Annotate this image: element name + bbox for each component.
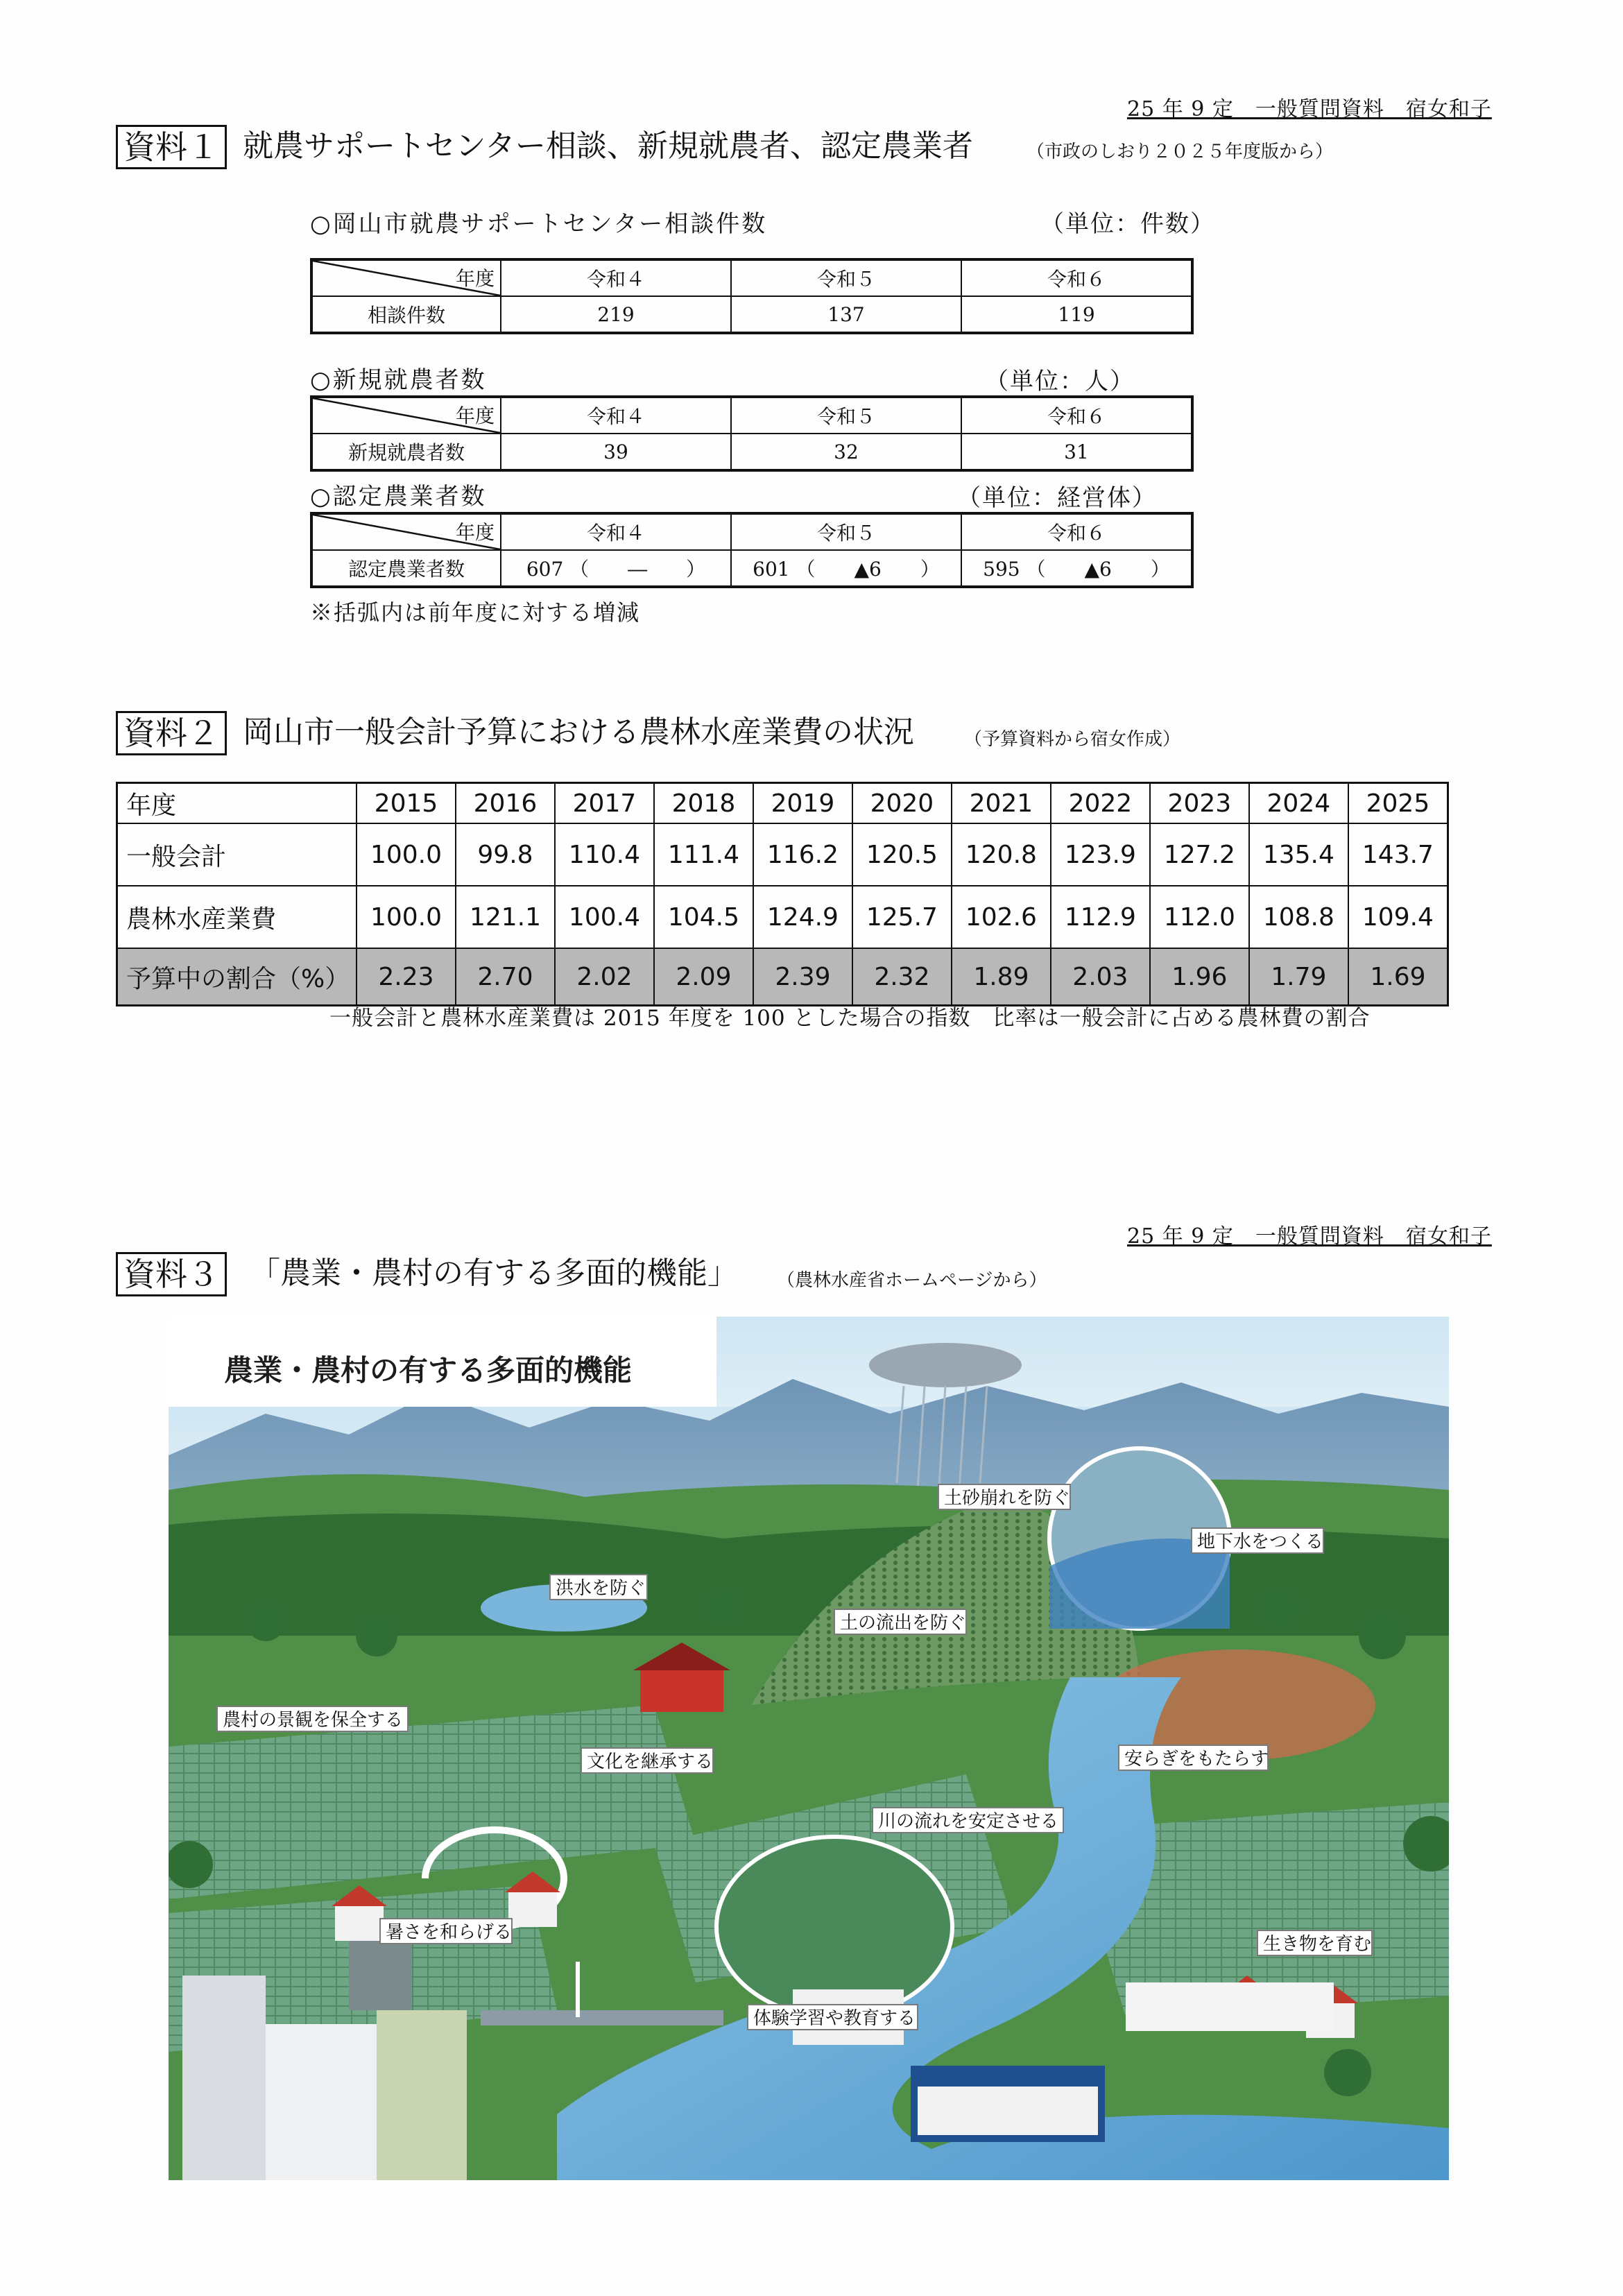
section2-note: 一般会計と農林水産業費は 2015 年度を 100 とした場合の指数 比率は一般会計に占める農林費の割合 [329, 1006, 1371, 1031]
table-cell: 99.8 [456, 823, 555, 886]
year-header: 2025 [1348, 783, 1448, 824]
corner-cell: 年度 [311, 513, 501, 550]
table-cell: 32 [731, 434, 961, 470]
callout-label: 土砂崩れを防ぐ [944, 1488, 1071, 1509]
callout-label: 生き物を育む [1263, 1934, 1372, 1955]
callout-label: 川の流れを安定させる [878, 1811, 1059, 1832]
table-cell: 100.0 [357, 886, 456, 948]
table-cell: 2.02 [555, 948, 654, 1006]
col-header: 令和５ [731, 513, 961, 550]
col-header: 令和５ [731, 397, 961, 434]
table-cell: 219 [501, 296, 731, 333]
row-label: 一般会計 [117, 823, 357, 886]
table-cell: 2.09 [654, 948, 753, 1006]
section3-source: （農林水産省ホームページから） [777, 1270, 1047, 1291]
year-header: 2017 [555, 783, 654, 824]
table-cell: 121.1 [456, 886, 555, 948]
col-header: 令和４ [501, 513, 731, 550]
certified-heading: ○認定農業者数 [310, 483, 487, 511]
table-cell: 102.6 [952, 886, 1051, 948]
table-cell: 1.89 [952, 948, 1051, 1006]
budget-table [116, 782, 1449, 1006]
year-header: 2020 [852, 783, 952, 824]
year-header: 2024 [1249, 783, 1348, 824]
callout-label: 安らぎをもたらす [1124, 1749, 1269, 1770]
table-cell: 108.8 [1249, 886, 1348, 948]
row-label: 新規就農者数 [311, 434, 501, 470]
table-cell: 111.4 [654, 823, 753, 886]
table-cell: 143.7 [1348, 823, 1448, 886]
table-cell: 137 [731, 296, 961, 333]
col-header: 令和４ [501, 397, 731, 434]
header-label: 年度 [117, 783, 357, 824]
table-cell: 1.96 [1150, 948, 1249, 1006]
year-header: 2019 [753, 783, 852, 824]
table-cell: 123.9 [1051, 823, 1150, 886]
table-cell: 119 [961, 296, 1192, 333]
illustration-svg [169, 1317, 1449, 2180]
certified-unit: （単位：経営体） [957, 484, 1157, 512]
row-label: 農林水産業費 [117, 886, 357, 948]
table-cell: 601 （ ▲6 ） [731, 550, 961, 587]
table-cell: 112.0 [1150, 886, 1249, 948]
table-cell: 100.0 [357, 823, 456, 886]
new-farmers-heading: ○新規就農者数 [310, 366, 487, 394]
callout-label: 文化を継承する [587, 1751, 714, 1772]
year-header: 2016 [456, 783, 555, 824]
consult-heading: ○岡山市就農サポートセンター相談件数 [310, 210, 768, 238]
new-farmers-table [310, 395, 1194, 472]
header-note: 25 年 9 定 一般質問資料 宿女和子 [1127, 97, 1492, 121]
section1-source: （市政のしおり２０２５年度版から） [1027, 142, 1334, 162]
year-header: 2023 [1150, 783, 1249, 824]
table-cell: 127.2 [1150, 823, 1249, 886]
new-farmers-unit: （単位：人） [985, 368, 1135, 395]
col-header: 令和４ [501, 259, 731, 296]
table-cell: 120.5 [852, 823, 952, 886]
table-cell: 109.4 [1348, 886, 1448, 948]
col-header: 令和６ [961, 259, 1192, 296]
corner-cell: 年度 [311, 397, 501, 434]
section2-title: 岡山市一般会計予算における農林水産業費の状況 [243, 714, 914, 750]
table-cell: 2.23 [357, 948, 456, 1006]
table-cell: 31 [961, 434, 1192, 470]
section2-label: 資料２ [116, 711, 227, 755]
year-header: 2018 [654, 783, 753, 824]
callout-label: 洪水を防ぐ [556, 1578, 646, 1599]
col-header: 令和６ [961, 397, 1192, 434]
callout-label: 農村の景観を保全する [223, 1710, 404, 1731]
callout-label: 体験学習や教育する [753, 2008, 916, 2029]
table-cell: 110.4 [555, 823, 654, 886]
section1-title: 就農サポートセンター相談、新規就農者、認定農業者 [243, 128, 973, 164]
section3-title: 「農業・農村の有する多面的機能」 [250, 1256, 738, 1291]
col-header: 令和６ [961, 513, 1192, 550]
section1-label: 資料１ [116, 125, 227, 169]
consult-table [310, 258, 1194, 334]
certified-table [310, 512, 1194, 588]
row-label: 予算中の割合（%） [117, 948, 357, 1006]
table-cell: 112.9 [1051, 886, 1150, 948]
callout-label: 土の流出を防ぐ [840, 1613, 967, 1634]
callout-label: 暑さを和らげる [386, 1922, 513, 1943]
table-cell: 2.32 [852, 948, 952, 1006]
multifunction-illustration [169, 1317, 1449, 2180]
section2-source: （予算資料から宿女作成） [964, 729, 1181, 750]
table-cell: 124.9 [753, 886, 852, 948]
table-cell: 125.7 [852, 886, 952, 948]
col-header: 令和５ [731, 259, 961, 296]
table-cell: 116.2 [753, 823, 852, 886]
table-cell: 1.79 [1249, 948, 1348, 1006]
table-cell: 2.70 [456, 948, 555, 1006]
consult-unit: （単位：件数） [1040, 210, 1215, 238]
table-cell: 1.69 [1348, 948, 1448, 1006]
table-cell: 595 （ ▲6 ） [961, 550, 1192, 587]
table-cell: 2.03 [1051, 948, 1150, 1006]
table-cell: 39 [501, 434, 731, 470]
illustration-title: 農業・農村の有する多面的機能 [224, 1353, 633, 1387]
table-cell: 2.39 [753, 948, 852, 1006]
table-cell: 607 （ ― ） [501, 550, 731, 587]
row-label: 相談件数 [311, 296, 501, 333]
table-cell: 120.8 [952, 823, 1051, 886]
year-header: 2022 [1051, 783, 1150, 824]
year-header: 2021 [952, 783, 1051, 824]
header-note-2: 25 年 9 定 一般質問資料 宿女和子 [1127, 1224, 1492, 1249]
corner-cell: 年度 [311, 259, 501, 296]
row-label: 認定農業者数 [311, 550, 501, 587]
table-cell: 135.4 [1249, 823, 1348, 886]
section1-footnote: ※括弧内は前年度に対する増減 [310, 599, 641, 626]
table-cell: 104.5 [654, 886, 753, 948]
year-header: 2015 [357, 783, 456, 824]
section3-label: 資料３ [116, 1252, 227, 1296]
table-cell: 100.4 [555, 886, 654, 948]
callout-label: 地下水をつくる [1197, 1532, 1324, 1552]
